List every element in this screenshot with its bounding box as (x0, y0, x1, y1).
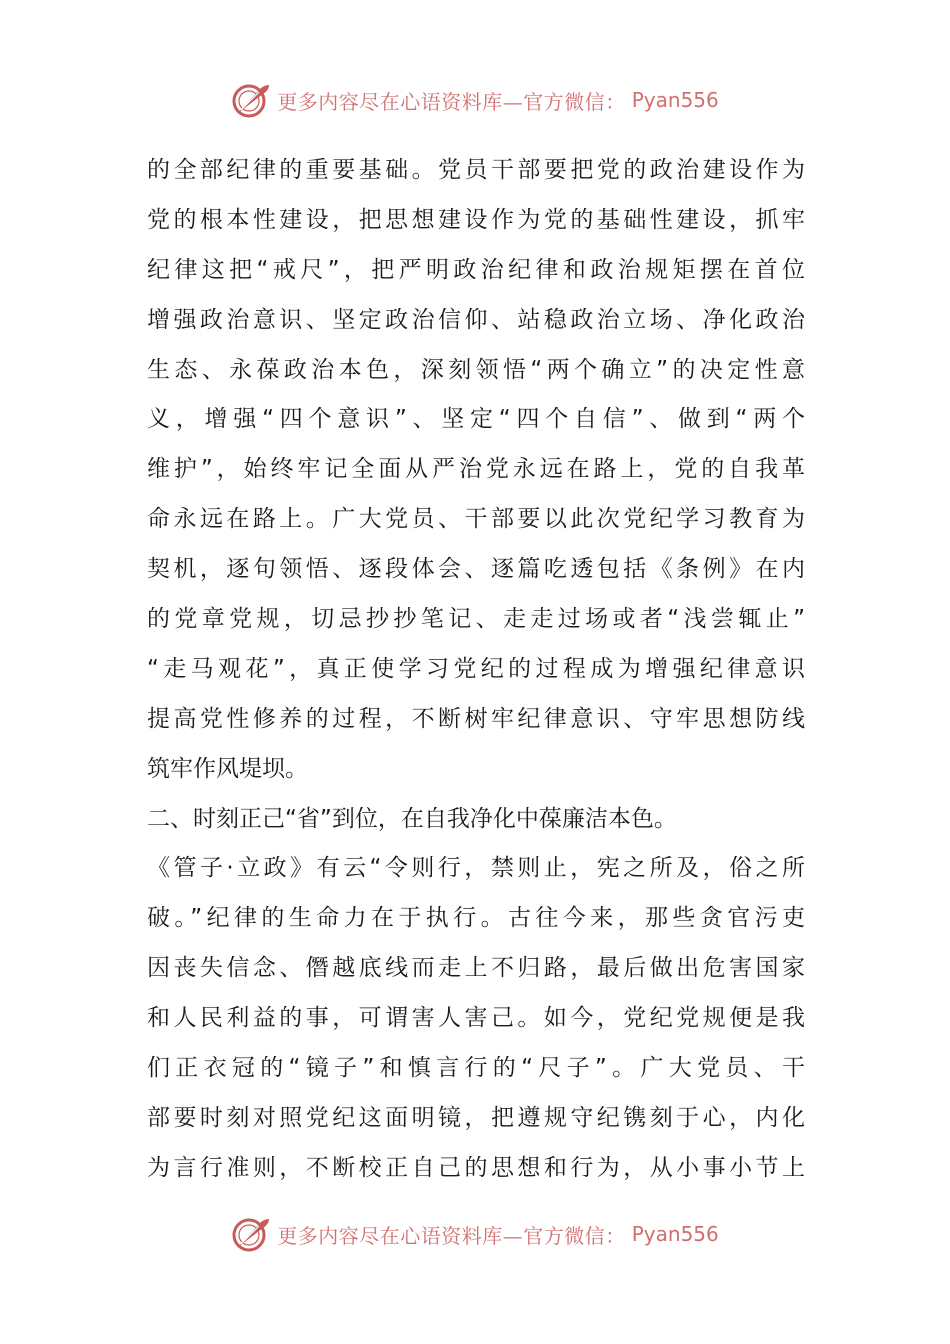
footer-id: Pyan556 (631, 1222, 719, 1246)
body-line: 增强政治意识、坚定政治信仰、站稳政治立场、净化政治 (147, 306, 805, 333)
body-line: 契机，逐句领悟、逐段体会、逐篇吃透包括《条例》在内 (147, 556, 805, 583)
body-text (147, 146, 805, 1194)
body-line: 的全部纪律的重要基础。党员干部要把党的政治建设作为 (147, 157, 805, 183)
body-line: 生态、永葆政治本色，深刻领悟“两个确立”的决定性意 (147, 356, 805, 383)
body-line: 命永远在路上。广大党员、干部要以此次党纪学习教育为 (147, 506, 805, 533)
header-banner (0, 78, 950, 122)
body-line: 党的根本性建设，把思想建设作为党的基础性建设，抓牢 (147, 206, 805, 233)
body-line: 部要时刻对照党纪这面明镜，把遵规守纪镌刻于心，内化 (147, 1104, 805, 1131)
body-line: 维护”，始终牢记全面从严治党永远在路上，党的自我革 (147, 456, 805, 483)
body-line: 筑牢作风堤坝。 (147, 755, 308, 782)
body-line: 纪律这把“戒尺”，把严明政治纪律和政治规矩摆在首位 (147, 256, 805, 283)
footer-text: 更多内容尽在心语资料库—官方微信： (277, 1223, 626, 1248)
body-line: 和人民利益的事，可谓害人害己。如今，党纪党规便是我 (147, 1005, 805, 1032)
quill-logo-icon (231, 1214, 271, 1254)
body-line: 们正衣冠的“镜子”和慎言行的“尺子”。广大党员、干 (147, 1055, 805, 1082)
quill-logo-icon (231, 80, 271, 120)
body-line: 提高党性修养的过程，不断树牢纪律意识、守牢思想防线 (147, 705, 805, 732)
body-line: 为言行准则，不断校正自己的思想和行为，从小事小节上 (147, 1154, 805, 1181)
body-line: 的党章党规，切忌抄抄笔记、走走过场或者“浅尝辄止” (147, 606, 805, 633)
footer-banner (0, 1212, 950, 1256)
body-line: 破。”纪律的生命力在于执行。古往今来，那些贪官污吏 (147, 905, 805, 932)
body-line: 《管子·立政》有云“令则行，禁则止，宪之所及，俗之所 (147, 855, 805, 882)
header-text: 更多内容尽在心语资料库—官方微信： (277, 89, 626, 114)
section-heading: 二、时刻正己“省”到位，在自我净化中葆廉洁本色。 (147, 805, 677, 832)
body-line: 义，增强“四个意识”、坚定“四个自信”、做到“两个 (147, 406, 805, 433)
header-id: Pyan556 (631, 88, 719, 112)
body-line: 因丧失信念、僭越底线而走上不归路，最后做出危害国家 (147, 955, 805, 982)
body-line: “走马观花”，真正使学习党纪的过程成为增强纪律意识 (147, 655, 805, 682)
